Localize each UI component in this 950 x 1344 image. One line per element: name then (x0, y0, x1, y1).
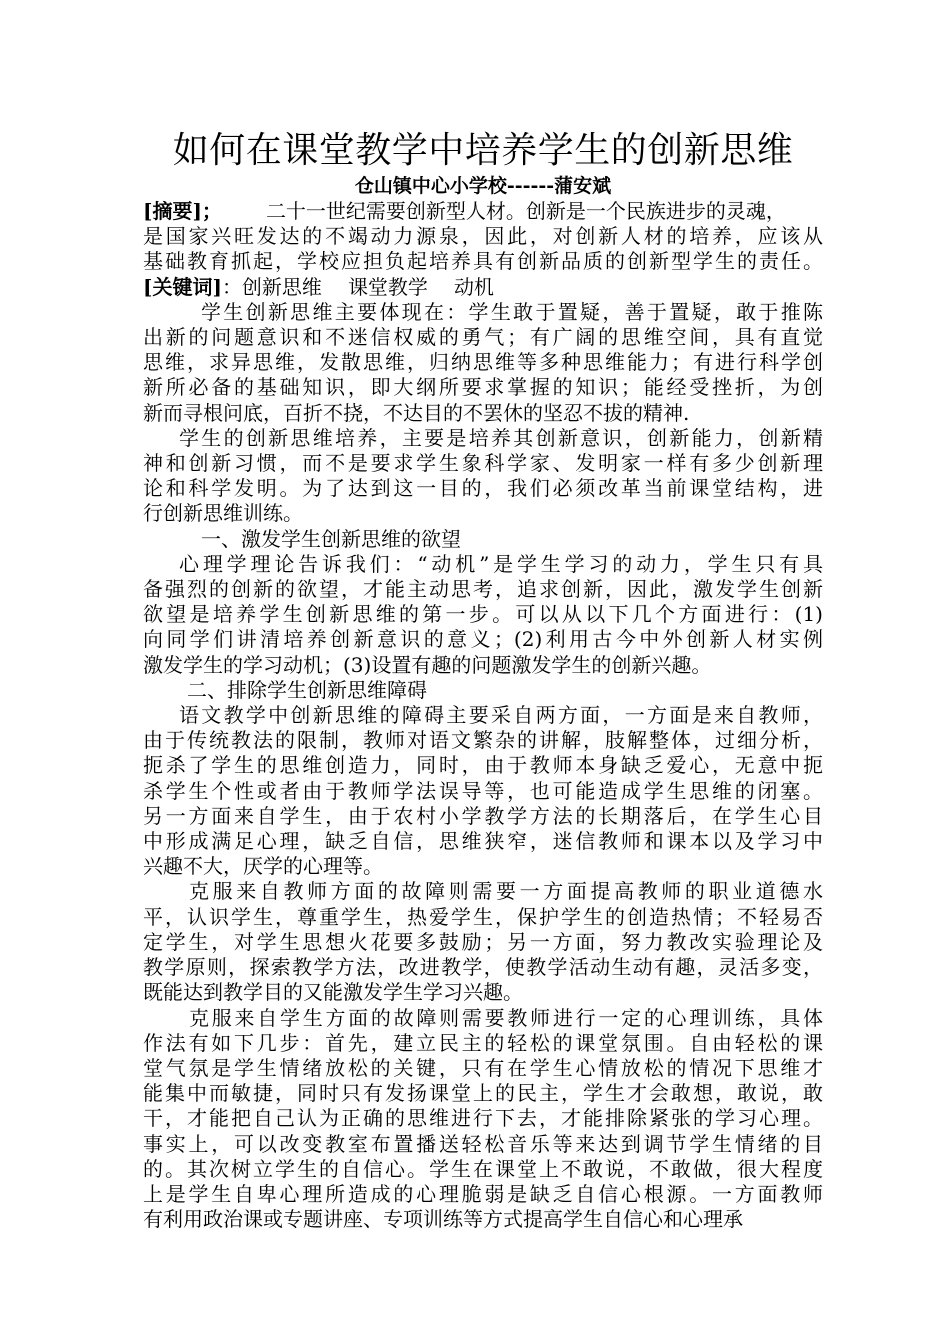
paragraph-line: 平，认识学生，尊重学生，热爱学生，保护学生的创造热情；不轻易否 (143, 904, 823, 929)
keyword: 动机 (453, 274, 494, 299)
paragraph-line: 作法有如下几步：首先，建立民主的轻松的课堂氛围。自由轻松的课 (143, 1030, 823, 1055)
paragraph-line: 一、激发学生创新思维的欲望 (201, 526, 461, 551)
paragraph-line: 新而寻根问底，百折不挠，不达目的不罢休的坚忍不拔的精神. (143, 400, 690, 425)
paragraph-line: 心理学理论告诉我们：“动机”是学生学习的动力，学生只有具 (179, 551, 823, 576)
paragraph-line: 的。其次树立学生的自信心。学生在课堂上不敢说，不敢做，很大程度 (143, 1156, 823, 1181)
document-title: 如何在课堂教学中培养学生的创新思维 (172, 130, 794, 171)
abstract-block (143, 199, 823, 275)
paragraph (143, 527, 823, 552)
abstract-text: 二十一世纪需要创新型人材。创新是一个民族进步的灵魂， (265, 199, 786, 223)
keyword: 课堂教学 (347, 274, 428, 299)
paragraph-line: 备强烈的创新的欲望，才能主动思考，追求创新，因此，激发学生创新 (143, 577, 823, 602)
paragraph-line: 由于传统教法的限制，教师对语文繁杂的讲解，肢解整体，过细分析， (143, 728, 823, 753)
paragraph-line: 上是学生自卑心理所造成的心理脆弱是缺乏自信心根源。一方面教师 (143, 1181, 823, 1206)
paragraph-line: 杀学生个性或者由于教师学法误导等，也可能造成学生思维的闭塞。 (143, 778, 823, 803)
paragraph-line: 神和创新习惯，而不是要求学生象科学家、发明家一样有多少创新理 (143, 451, 823, 476)
document-page (143, 128, 823, 1232)
paragraph-line: 定学生，对学生思想火花要多鼓励；另一方面，努力教改实验理论及 (143, 929, 823, 954)
paragraph-line: 另一方面来自学生，由于农村小学教学方法的长期落后，在学生心目 (143, 803, 823, 828)
paragraph-line: 扼杀了学生的思维创造力，同时，由于教师本身缺乏爱心，无意中扼 (143, 753, 823, 778)
document-author: 仓山镇中心小学校------蒲安斌 (354, 175, 612, 197)
keywords-block (143, 275, 823, 300)
body-paragraphs (143, 300, 823, 1233)
paragraph-line: 二、排除学生创新思维障碍 (187, 677, 427, 702)
paragraph (143, 552, 823, 678)
abstract-label: [摘要]； (143, 199, 222, 223)
paragraph-line: 论和科学发明。为了达到这一目的，我们必须改革当前课堂结构，进 (143, 476, 823, 501)
paragraph (143, 678, 823, 703)
paragraph-line: 克服来自学生方面的故障则需要教师进行一定的心理训练，具体 (189, 1005, 823, 1030)
paragraph-line: 行创新思维训练。 (143, 501, 303, 526)
abstract-line: 是国家兴旺发达的不竭动力源泉，因此，对创新人材的培养，应该从 (143, 224, 823, 249)
paragraph (143, 300, 823, 426)
paragraph-line: 激发学生的学习动机；(3)设置有趣的问题激发学生的创新兴趣。 (143, 652, 712, 677)
paragraph (143, 703, 823, 879)
keywords-line (143, 275, 823, 300)
paragraph-line: 新所必备的基础知识，即大纲所要求掌握的知识；能经受挫折，为创 (143, 375, 823, 400)
paragraph-line: 兴趣不大，厌学的心理等。 (143, 854, 383, 879)
paragraph-line: 既能达到教学目的又能激发学生学习兴趣。 (143, 980, 523, 1005)
paragraph-line: 干，才能把自己认为正确的思维进行下去，才能排除紧张的学习心理。 (143, 1106, 823, 1131)
paragraph (143, 426, 823, 527)
paragraph-line: 思维，求异思维，发散思维，归纳思维等多种思维能力；有进行科学创 (143, 350, 823, 375)
paragraph-line: 语文教学中创新思维的障碍主要采自两方面，一方面是来自教师， (179, 703, 823, 728)
paragraph-line: 事实上，可以改变教室布置播送轻松音乐等来达到调节学生情绪的目 (143, 1131, 823, 1156)
paragraph-line: 克服来自教师方面的故障则需要一方面提高教师的职业道德水 (189, 879, 823, 904)
paragraph-line: 堂气氛是学生情绪放松的关键，只有在学生心情放松的情况下思维才 (143, 1055, 823, 1080)
keyword: ：创新思维 (221, 274, 322, 299)
keywords-label: [关键词] (143, 274, 222, 299)
paragraph-line: 能集中而敏捷，同时只有发扬课堂上的民主，学生才会敢想，敢说，敢 (143, 1081, 823, 1106)
paragraph-line: 教学原则，探索教学方法，改进教学，使教学活动生动有趣，灵活多变， (143, 955, 823, 980)
paragraph-line: 学生创新思维主要体现在：学生敢于置疑，善于置疑，敢于推陈 (201, 299, 823, 324)
paragraph-line: 中形成满足心理，缺乏自信，思维狭窄，迷信教师和课本以及学习中 (143, 829, 823, 854)
abstract-line (143, 199, 823, 224)
paragraph-line: 出新的问题意识和不迷信权威的勇气；有广阔的思维空间，具有直觉 (143, 325, 823, 350)
paragraph (143, 1006, 823, 1233)
paragraph-line: 欲望是培养学生创新思维的第一步。可以从以下几个方面进行：(1) (143, 602, 823, 627)
abstract-line: 基础教育抓起，学校应担负起培养具有创新品质的创新型学生的责任。 (143, 249, 823, 274)
paragraph-line: 有利用政治课或专题讲座、专项训练等方式提高学生自信心和心理承 (143, 1207, 743, 1232)
paragraph-line: 向同学们讲清培养创新意识的意义；(2)利用古今中外创新人材实例 (143, 627, 823, 652)
paragraph (143, 879, 823, 1005)
paragraph-line: 学生的创新思维培养，主要是培养其创新意识，创新能力，创新精 (179, 425, 823, 450)
